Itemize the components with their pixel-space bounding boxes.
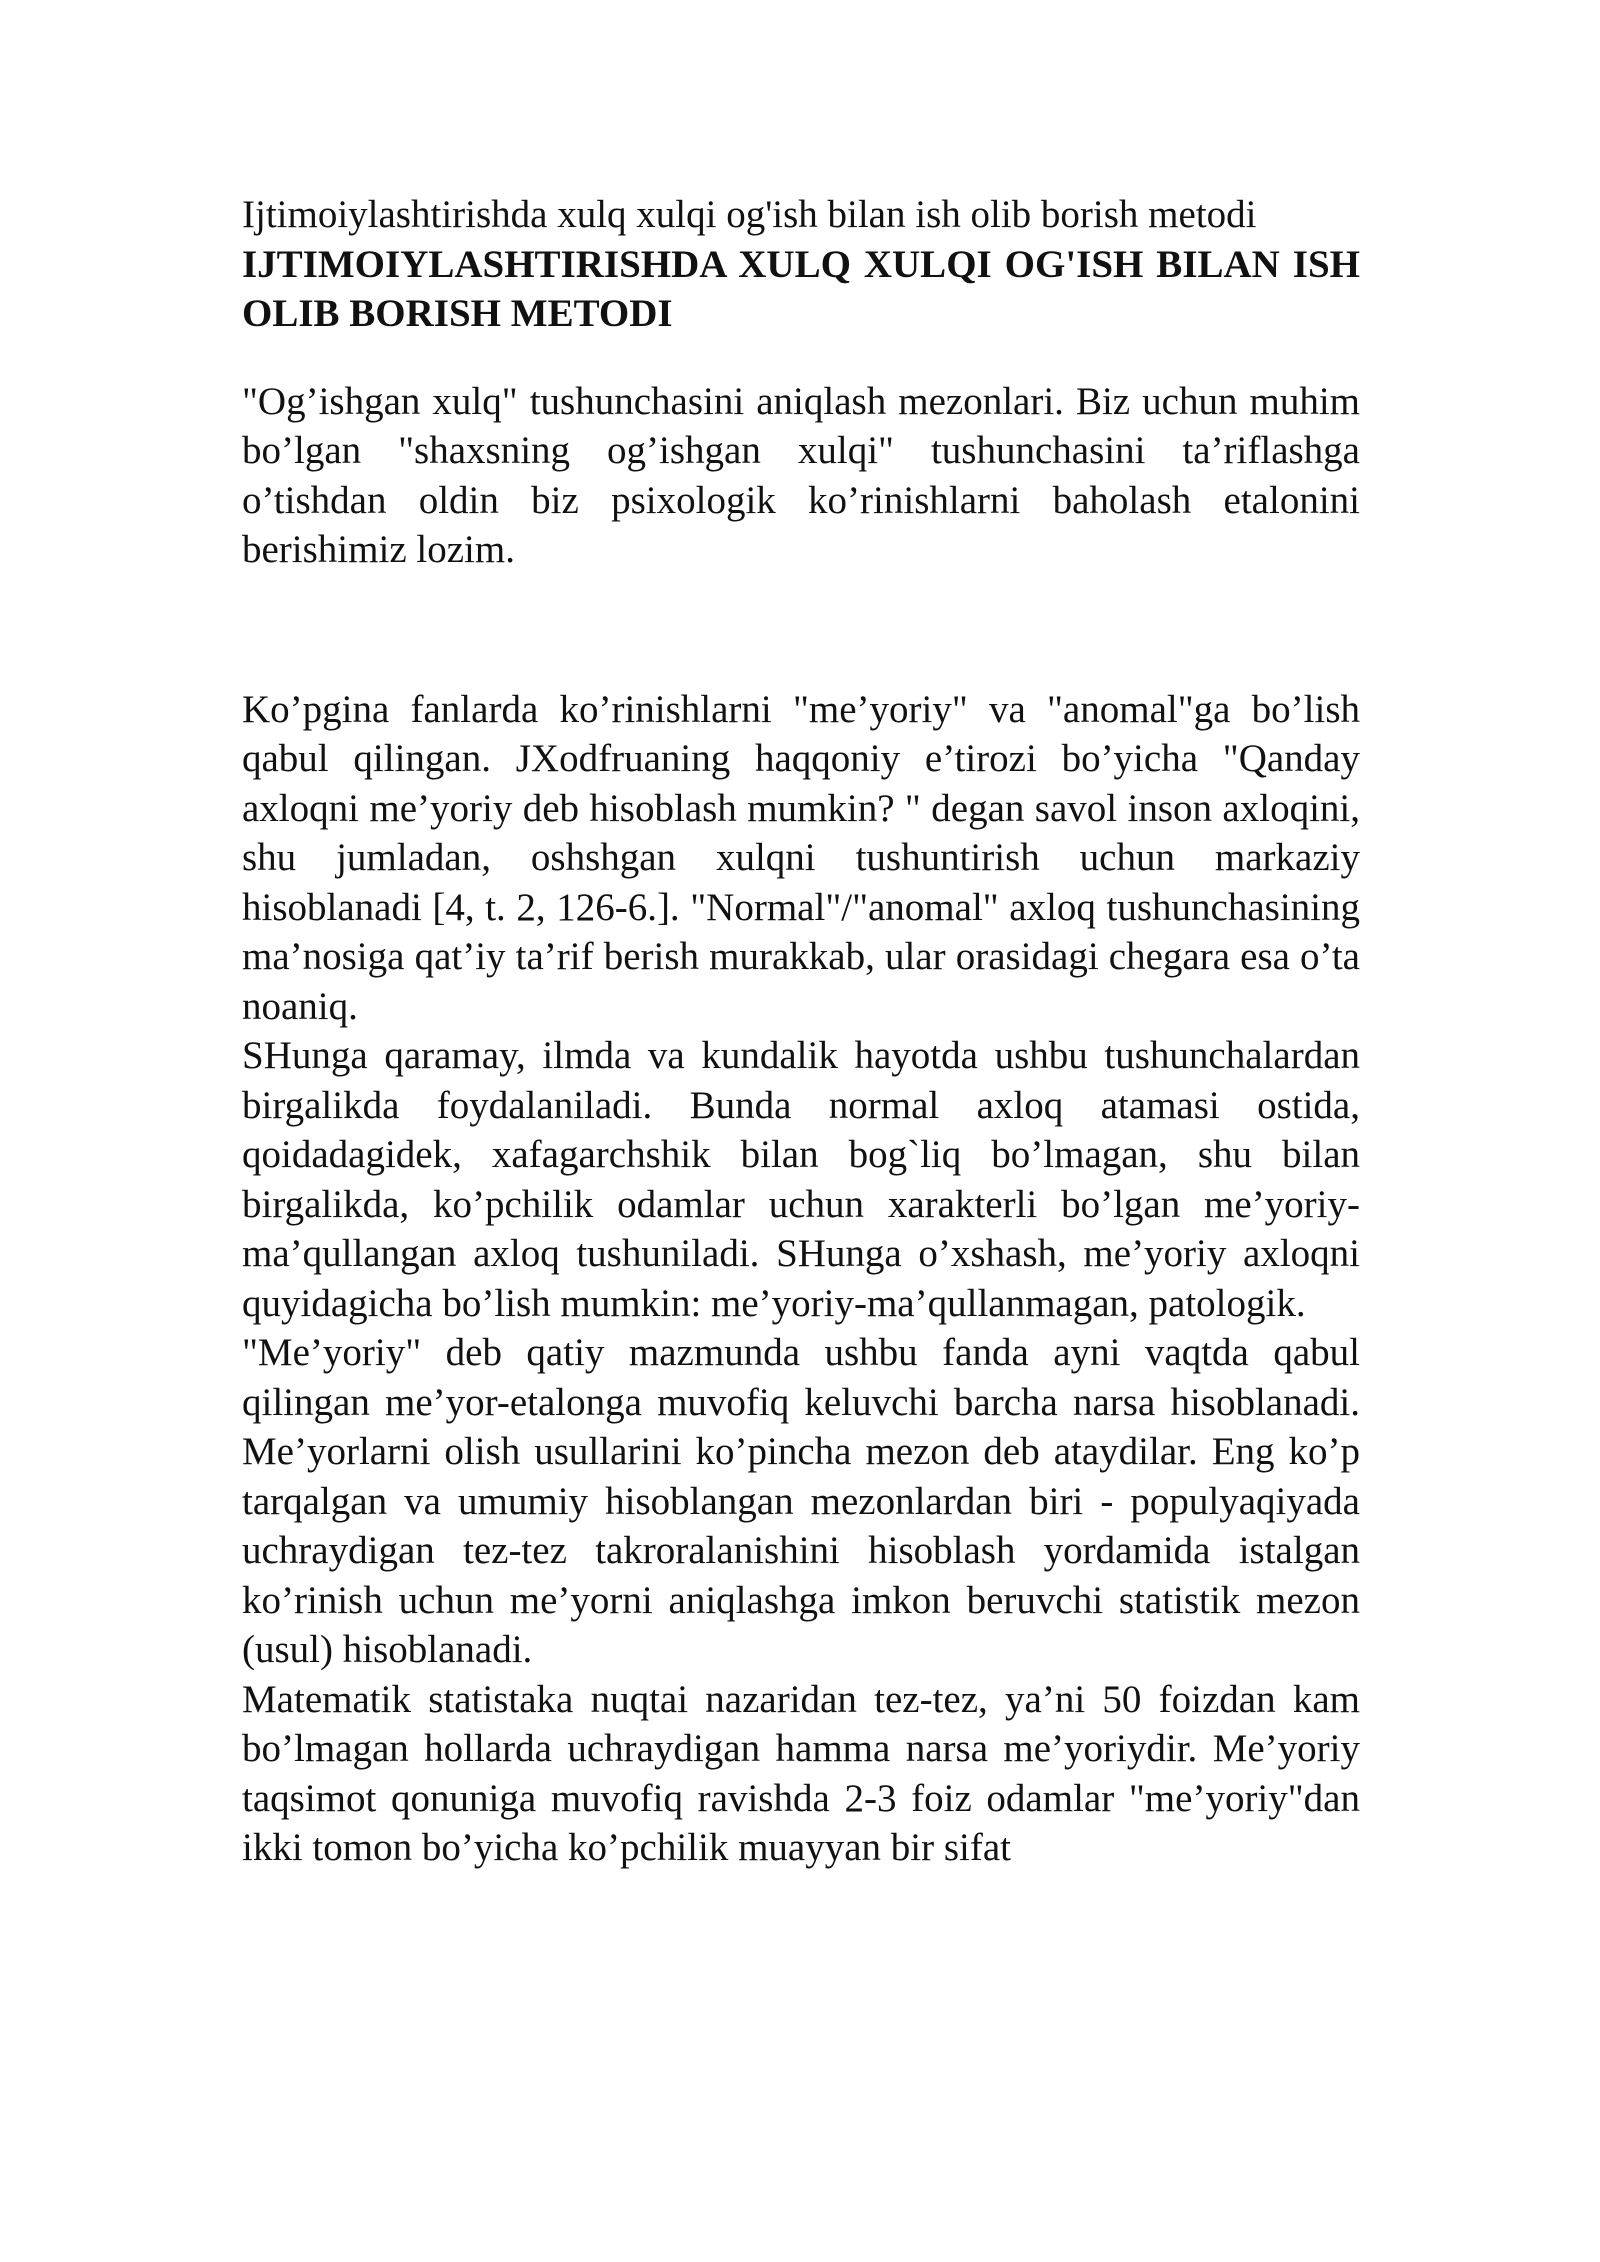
document-title: Ijtimoiylashtirishda xulq xulqi og'ish bilan ish olib borish metodi <box>242 193 1257 236</box>
section-heading: IJTIMOIYLASHTIRISHDA XULQ XULQI OG'ISH BILAN ISH OLIB BORISH METODI <box>242 242 1360 335</box>
body-paragraph-2: SHunga qaramay, ilmda va kundalik hayotda ushbu tushunchalardan birgalikda foydalaniladi. Bunda normal axloq atamasi ostida, qoidadagidek, xafagarchshik bilan bog`liq bo’lmagan, shu bilan birgalikda, ko’pchilik odamlar uchun xarakterli bo’lgan me’yoriy-ma’qullangan axloq tushuniladi. SHunga o’xshash, me’yoriy axloqni quyidagicha bo’lish mumkin: me’yoriy-ma’qullanmagan, patologik. <box>242 1034 1360 1325</box>
body-paragraph-4: Matematik statistaka nuqtai nazaridan tez-tez, ya’ni 50 foizdan kam bo’lmagan hollarda uchraydigan hamma narsa me’yoriydir. Me’yoriy taqsimot qonuniga muvofiq ravishda 2-3 foiz odamlar "me’yoriy"dan ikki tomon bo’yicha ko’pchilik muayyan bir sifat <box>242 1677 1360 1869</box>
intro-paragraph: "Og’ishgan xulq" tushunchasini aniqlash mezonlari. Biz uchun muhim bo’lgan "shaxsning og’ishgan xulqi" tushunchasini ta’riflashga o’tishdan oldin biz psixologik ko’rinishlarni baholash etalonini berishimiz lozim. <box>242 379 1360 571</box>
body-paragraph-1: Ko’pgina fanlarda ko’rinishlarni "me’yoriy" va "anomal"ga bo’lish qabul qilingan. JXodfruaning haqqoniy e’tirozi bo’yicha "Qanday axloqni me’yoriy deb hisoblash mumkin? " degan savol inson axloqini, shu jumladan, oshshgan xulqni tushuntirish uchun markaziy hisoblanadi [4, t. 2, 126-6.]. "Normal"/"anomal" axloq tushunchasining ma’nosiga qat’iy ta’rif berish murakkab, ular orasidagi chegara esa o’ta noaniq. <box>242 687 1360 1028</box>
document-body <box>242 190 1360 1873</box>
body-paragraph-3: "Me’yoriy" deb qatiy mazmunda ushbu fanda ayni vaqtda qabul qilingan me’yor-etalonga muvofiq keluvchi barcha narsa hisoblanadi. Me’yorlarni olish usullarini ko’pincha mezon deb ataydilar. Eng ko’p tarqalgan va umumiy hisoblangan mezonlardan biri - populyaqiyada uchraydigan tez-tez takroralanishini hisoblash yordamida istalgan ko’rinish uchun me’yorni aniqlashga imkon beruvchi statistik mezon (usul) hisoblanadi. <box>242 1331 1360 1671</box>
